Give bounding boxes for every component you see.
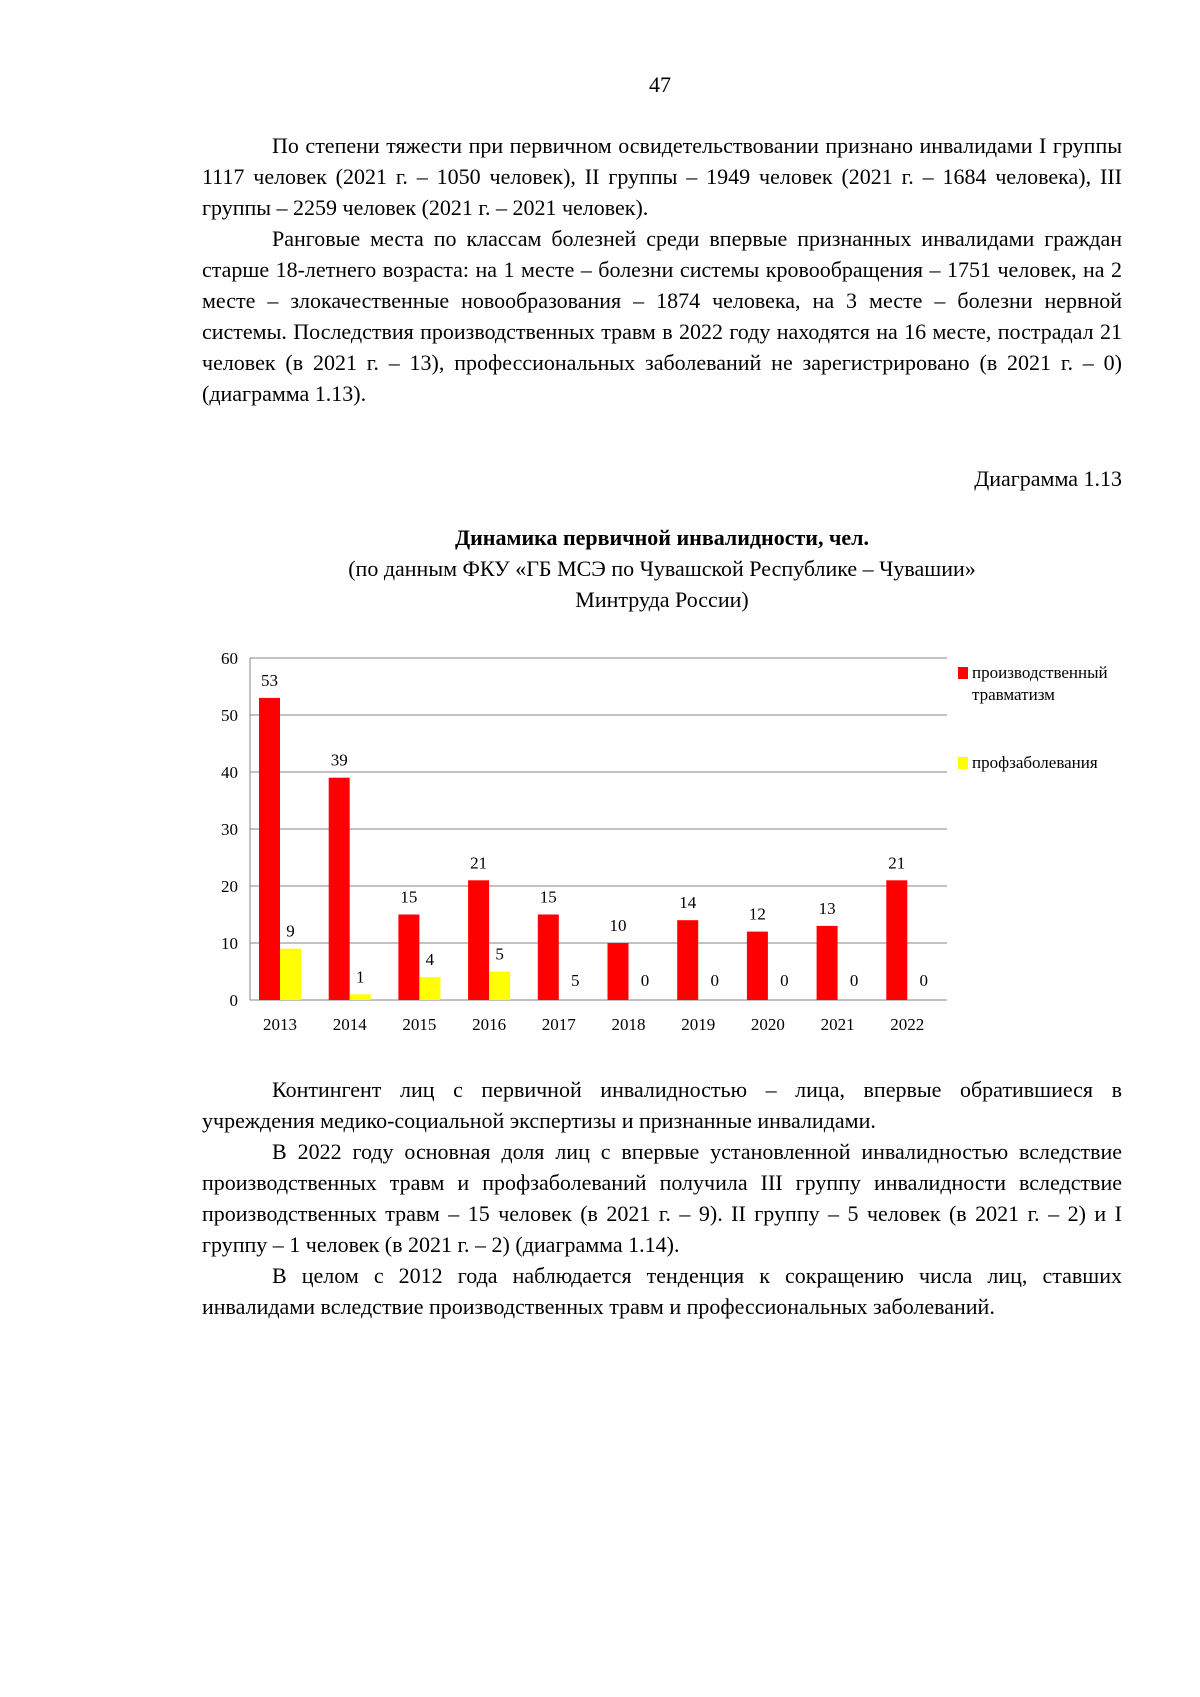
data-label: 5 bbox=[571, 971, 580, 990]
legend-swatch bbox=[958, 757, 968, 769]
paragraph-contingent: Контингент лиц с первичной инвалидностью – лица, впервые обратившиеся в учреждения медико-социальной экспертизы и признанные инвалидами. bbox=[202, 1077, 1122, 1133]
data-label: 0 bbox=[780, 971, 789, 990]
data-label: 15 bbox=[539, 887, 557, 907]
x-tick-label: 2013 bbox=[263, 1015, 297, 1034]
x-tick-label: 2019 bbox=[681, 1015, 716, 1034]
bar-occupational bbox=[489, 972, 510, 1001]
data-label: 12 bbox=[748, 904, 766, 924]
data-label: 0 bbox=[919, 971, 929, 990]
chart-subtitle-line2: Минтруда России) bbox=[575, 587, 749, 612]
data-label: 53 bbox=[261, 670, 278, 690]
bar-injury bbox=[677, 920, 698, 1000]
y-tick-label: 0 bbox=[229, 991, 238, 1010]
paragraph-2022-groups: В 2022 году основная доля лиц с впервые установленной инвалидностью вследствие производственных травм и профзаболеваний получила III группу инвалидности вследствие производственных травм – 15 человек (в 2021 г. – 9). II группу – 5 человек (в 2021 г. – 2) и I группу – 1 человек (в 2021 г. – 2) (диаграмма 1.14). bbox=[202, 1139, 1122, 1257]
data-label: 39 bbox=[330, 750, 348, 770]
data-label: 4 bbox=[425, 950, 435, 970]
top-text-block bbox=[202, 130, 1122, 409]
bar-occupational bbox=[419, 977, 440, 1000]
data-label: 1 bbox=[355, 967, 365, 987]
chart-title: Динамика первичной инвалидности, чел. bbox=[455, 525, 869, 550]
bar-injury bbox=[538, 915, 559, 1001]
y-tick-label: 10 bbox=[221, 934, 238, 953]
paragraph-rankings: Ранговые места по классам болезней среди впервые признанных инвалидами граждан старше 18-летнего возраста: на 1 месте – болезни системы кровообращения – 1751 человек, на 2 месте – злокачественные новообразования – 1874 человека, на 3 месте – болезни нервной системы. Последствия производственных травм в 2022 году находятся на 16 месте, пострадал 21 человек (в 2021 г. – 13), профессиональных заболеваний не зарегистрировано (в 2021 г. – 0) (диаграмма 1.13). bbox=[202, 226, 1122, 406]
data-label: 5 bbox=[495, 944, 504, 964]
bar-injury bbox=[747, 932, 768, 1000]
bar-occupational bbox=[350, 994, 371, 1000]
y-tick-label: 20 bbox=[221, 877, 238, 896]
bar-injury bbox=[886, 880, 907, 1000]
y-tick-label: 50 bbox=[221, 706, 238, 725]
legend-swatch bbox=[958, 667, 968, 679]
legend-label: травматизм bbox=[972, 685, 1055, 704]
bar-injury bbox=[608, 943, 629, 1000]
data-label: 15 bbox=[400, 887, 418, 907]
y-tick-label: 40 bbox=[221, 763, 238, 782]
x-tick-label: 2015 bbox=[402, 1015, 437, 1034]
data-label: 21 bbox=[888, 853, 906, 873]
bottom-text-block bbox=[202, 1074, 1122, 1322]
x-tick-label: 2021 bbox=[820, 1015, 855, 1034]
x-tick-label: 2017 bbox=[541, 1015, 576, 1034]
bar-injury bbox=[468, 880, 489, 1000]
bar-occupational bbox=[280, 949, 301, 1000]
chart-title-block bbox=[202, 522, 1122, 615]
bar-injury bbox=[398, 915, 419, 1001]
bar-injury bbox=[817, 926, 838, 1000]
diagram-label: Диаграмма 1.13 bbox=[974, 466, 1122, 491]
data-label: 13 bbox=[818, 898, 836, 918]
chart-subtitle-line1: (по данным ФКУ «ГБ МСЭ по Чувашской Республике – Чувашии» bbox=[348, 556, 976, 581]
bar-injury bbox=[329, 778, 350, 1000]
data-label: 9 bbox=[286, 921, 295, 941]
bar-injury bbox=[259, 698, 280, 1000]
page-number: 47 bbox=[649, 72, 671, 97]
data-label: 14 bbox=[679, 893, 697, 913]
data-label: 21 bbox=[470, 853, 488, 873]
data-label: 0 bbox=[710, 971, 719, 990]
x-tick-label: 2018 bbox=[611, 1015, 646, 1034]
x-tick-label: 2022 bbox=[890, 1015, 925, 1034]
x-tick-label: 2014 bbox=[332, 1015, 367, 1034]
data-label: 0 bbox=[849, 971, 859, 990]
paragraph-severity: По степени тяжести при первичном освидетельствовании признано инвалидами I группы 1117 человек (2021 г. – 1050 человек), II группы – 1949 человек (2021 г. – 1684 человека), III группы – 2259 человек (2021 г. – 2021 человек). bbox=[202, 133, 1122, 220]
bar-chart bbox=[190, 640, 1140, 1060]
x-tick-label: 2020 bbox=[750, 1015, 785, 1034]
data-label: 0 bbox=[640, 971, 650, 990]
data-label: 10 bbox=[609, 916, 627, 935]
legend-label: профзаболевания bbox=[972, 753, 1098, 772]
x-tick-label: 2016 bbox=[472, 1015, 507, 1034]
y-tick-label: 30 bbox=[221, 820, 238, 839]
paragraph-trend: В целом с 2012 года наблюдается тенденция к сокращению числа лиц, ставших инвалидами вследствие производственных травм и профессиональных заболеваний. bbox=[202, 1263, 1122, 1319]
y-tick-label: 60 bbox=[221, 649, 238, 668]
legend-label: производственный bbox=[972, 663, 1108, 682]
